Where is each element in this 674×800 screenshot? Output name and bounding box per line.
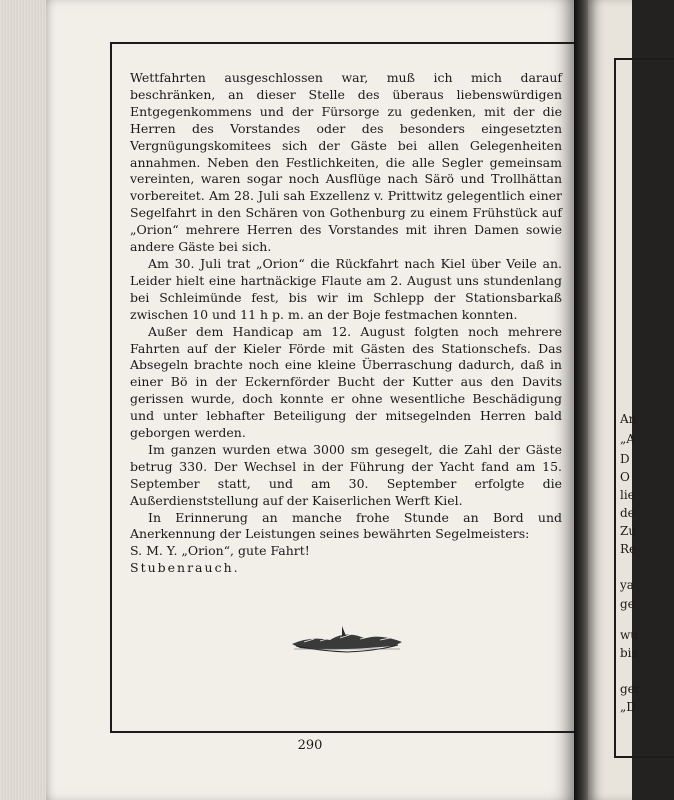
adjacent-fragment: Zu (620, 524, 637, 538)
adjacent-fragment: wu (620, 628, 638, 642)
paragraph-5: In Erinnerung an manche frohe Stunde an Bord und Anerkennung der Leistungen seines bewährten Segelmeisters: (130, 509, 562, 542)
adjacent-fragment: An (620, 412, 637, 426)
adjacent-fragment: de (620, 506, 635, 520)
text-frame (110, 42, 580, 733)
page-number: 290 (297, 738, 323, 753)
adjacent-fragment: ger (620, 682, 641, 696)
closing-line: S. M. Y. „Orion“, gute Fahrt! (130, 543, 310, 559)
adjacent-fragment: ya (620, 578, 634, 592)
signature: Stubenrauch. (130, 560, 240, 576)
adjacent-fragment: „A (620, 432, 635, 446)
paragraph-2: Am 30. Juli trat „Orion“ die Rückfahrt nach Kiel über Veile an. Leider hielt eine hartnäckige Flaute am 2. August uns stundenlang bei Schleimünde fest, bis wir im Schlepp der Stationsbarkaß zwischen 10 und 11 h p. m. an der Boje festmachen konnten. (130, 255, 562, 322)
adjacent-page (588, 0, 641, 800)
adjacent-fragment: ge (620, 597, 635, 611)
adjacent-fragment: Re (620, 542, 637, 556)
paragraph-1: Wettfahrten ausgeschlossen war, muß ich mich darauf beschränken, an dieser Stelle des überaus liebenswürdigen Entgegenkommens und der Fürsorge zu gedenken, mit der die Herren des Vorstandes oder des besonders eingesetzten Vergnügungskomitees sich der Gäste bei allen Gelegenheiten annahmen. Neben den Festlichkeiten, die alle Segler gemeinsam vereinten, waren sogar noch Ausflüge nach Särö und Trollhättan vorbereitet. Am 28. Juli sah Exzellenz v. Prittwitz gelegentlich einer Segelfahrt in den Schären von Gothenburg zu einem Frühstück auf „Orion“ mehrere Herren des Vorstandes mit ihren Damen sowie andere Gäste bei sich. (130, 70, 562, 255)
paragraph-3: Außer dem Handicap am 12. August folgten noch mehrere Fahrten auf der Kieler Förde mit Gästen des Stationschefs. Das Absegeln brachte noch eine kleine Überraschung dadurch, daß in einer Bö in der Eckernförder Bucht der Kutter aus den Davits gerissen wurde, doch konnte er ohne wesentliche Beschädigung und unter lebhafter Beteiligung der mitsegelnden Herren bald geborgen werden. (130, 323, 562, 441)
book-page (46, 0, 574, 800)
adjacent-fragment: lie (620, 488, 635, 502)
paragraph-4: Im ganzen wurden etwa 3000 sm gesegelt, die Zahl der Gäste betrug 330. Der Wechsel in der Führung der Yacht fand am 15. September statt, und am 30. September erfolgte die Außerdienststellung auf der Kaiserlichen Werft Kiel. (130, 441, 562, 508)
book-gutter (574, 0, 588, 800)
adjacent-fragment: „D (620, 700, 636, 714)
adjacent-fragment: bis (620, 646, 638, 660)
adjacent-fragment: D (620, 452, 630, 466)
page-stack-edges (0, 0, 46, 800)
adjacent-fragment: O (620, 470, 630, 484)
page-body (130, 70, 562, 577)
seascape-vignette (290, 618, 404, 654)
